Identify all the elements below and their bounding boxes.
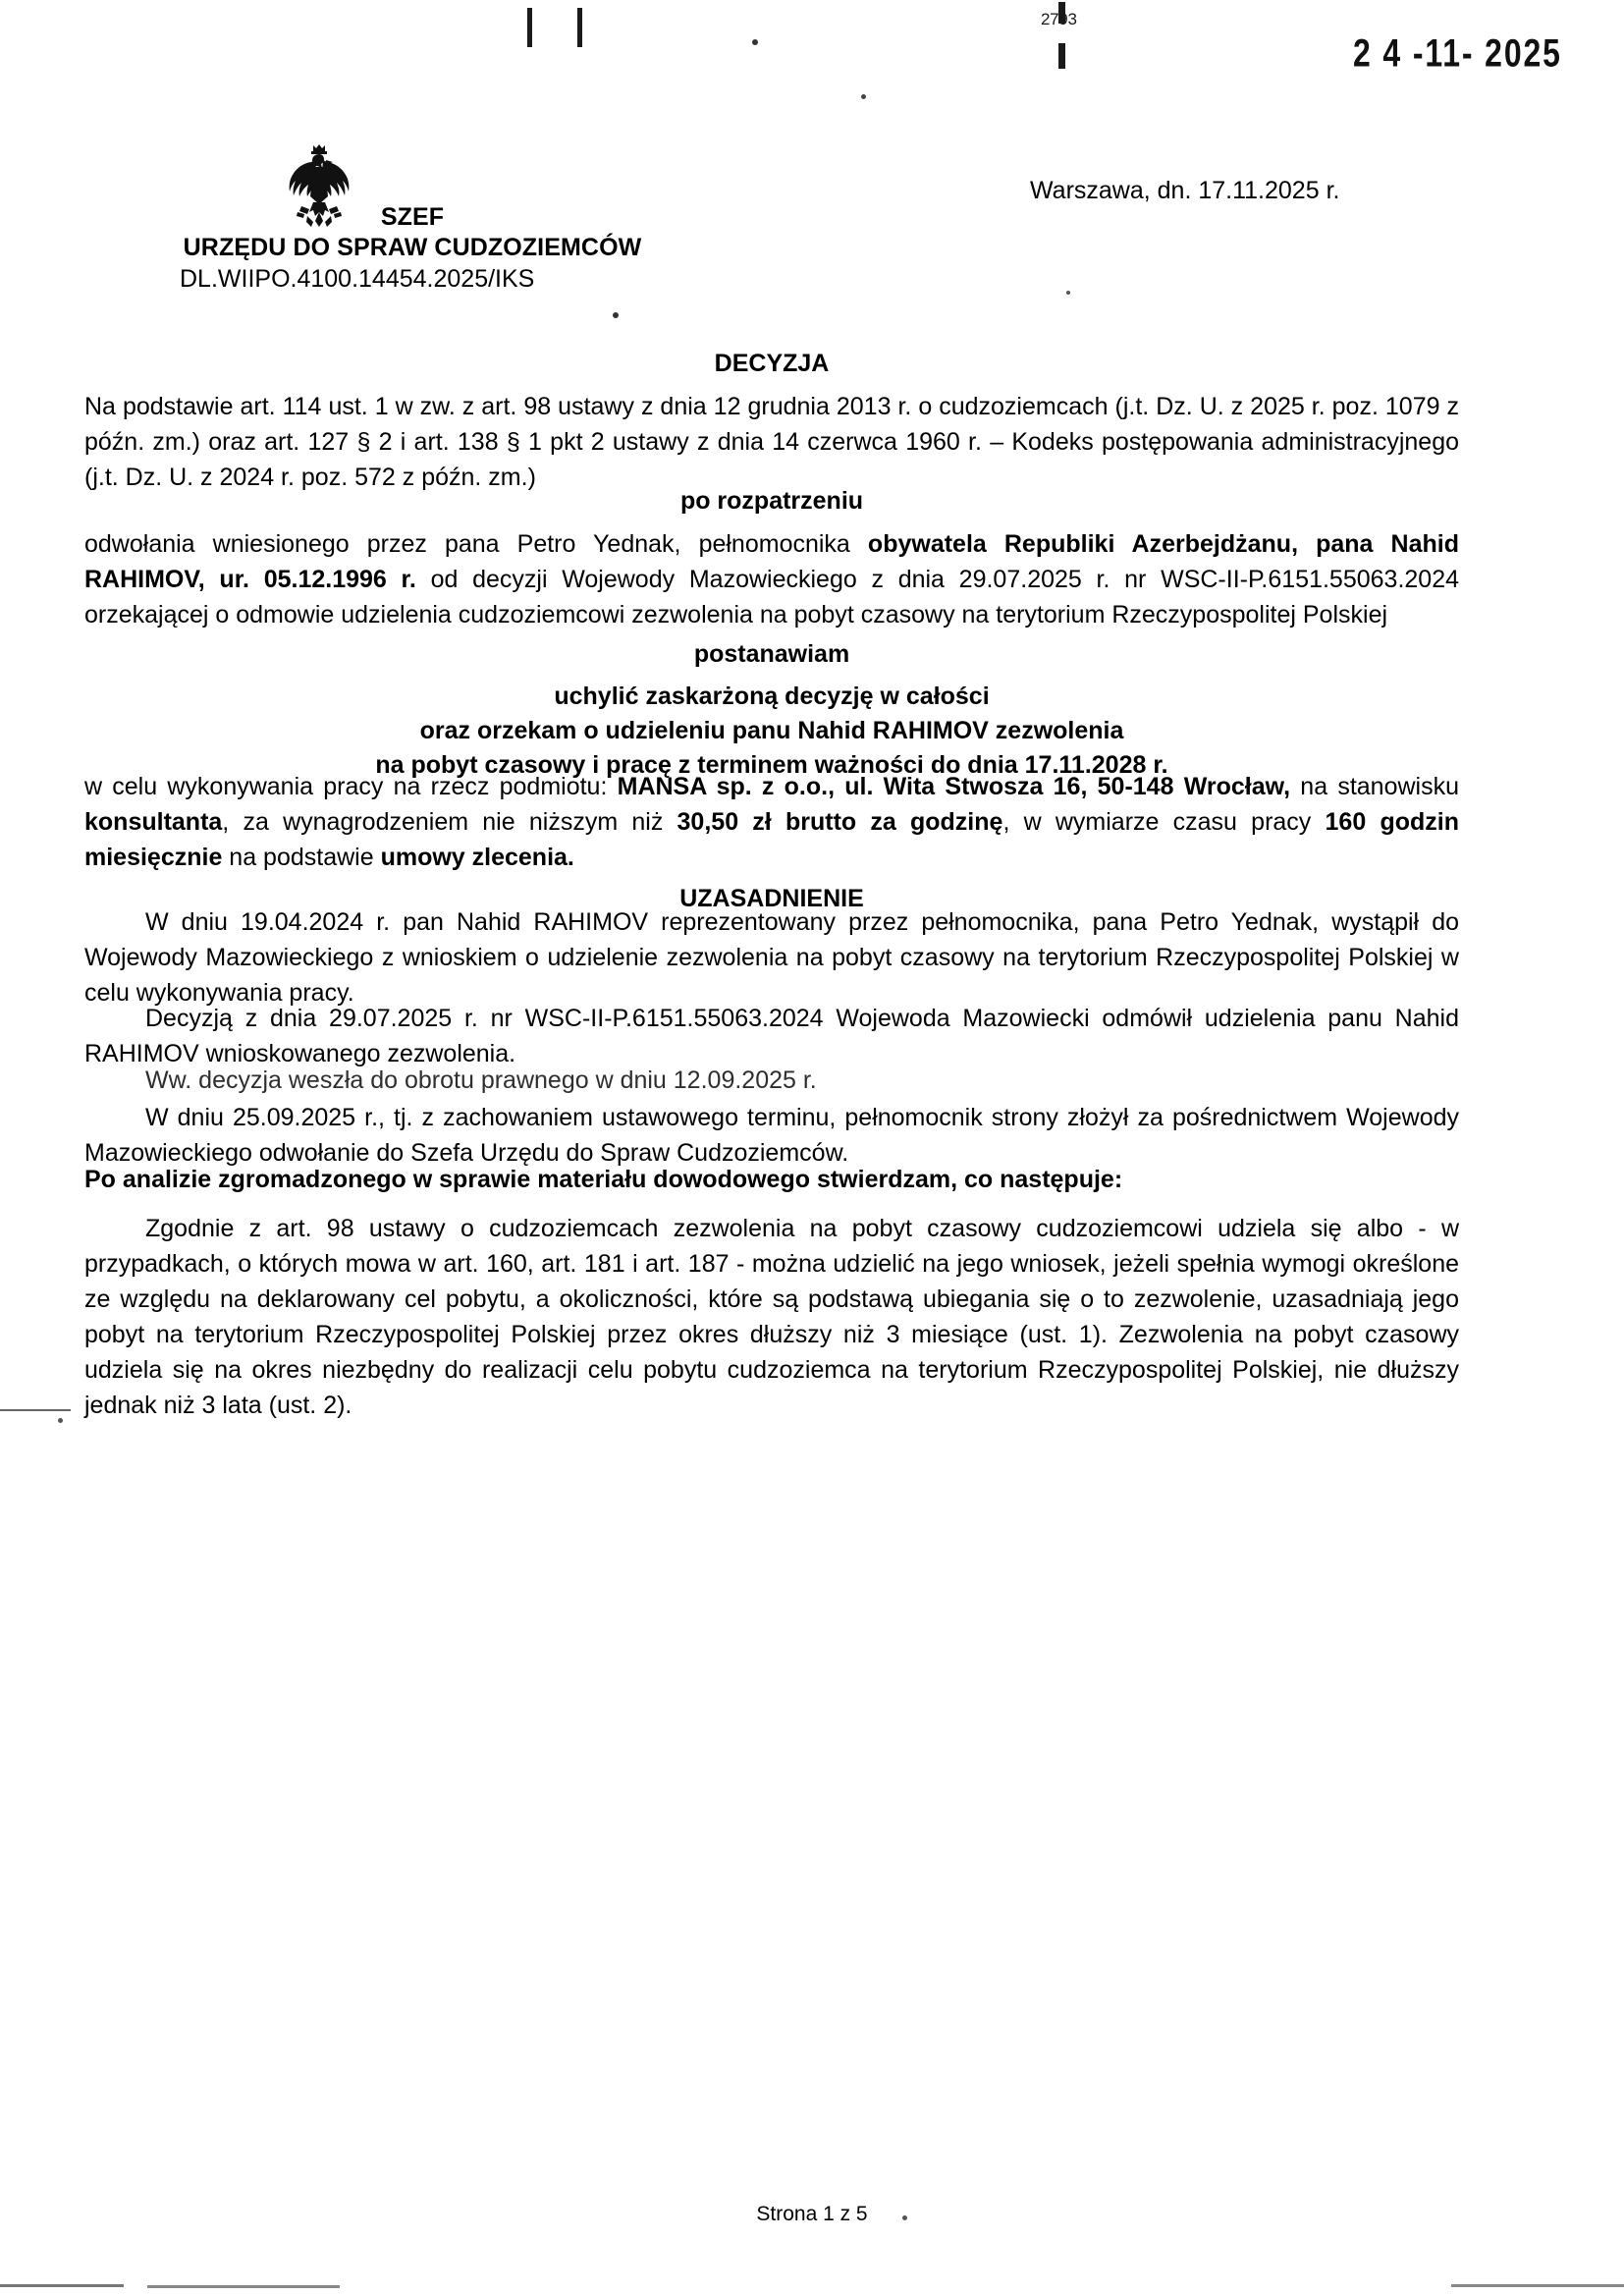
analysis-heading: Po analizie zgromadzonego w sprawie materiału dowodowego stwierdzam, co następuje:: [84, 1166, 1123, 1193]
decision-title: DECYZJA: [714, 350, 830, 377]
work-text-part-3: , za wynagrodzeniem nie niższym niż: [222, 808, 677, 836]
contract-type: umowy zlecenia.: [380, 844, 574, 871]
job-position: konsultanta: [84, 808, 223, 836]
scan-edge-line: [1451, 2284, 1624, 2287]
after-review-heading: po rozpatrzeniu: [679, 487, 864, 515]
scan-speck: [752, 39, 758, 45]
scan-tick-mark-left: [527, 8, 532, 47]
work-text-part-4: , w wymiarze czasu pracy: [1002, 808, 1326, 836]
scan-edge-line: [0, 2284, 124, 2287]
scan-speck: [861, 94, 866, 99]
appeal-paragraph: [84, 526, 1459, 632]
scan-edge-line: [147, 2285, 340, 2288]
issuing-authority-title: [59, 202, 766, 263]
ruling-line-3: na pobyt czasowy i pracę z terminem ważności do dnia 17.11.2028 r.: [375, 751, 1168, 779]
justification-paragraph-2: Decyzją z dnia 29.07.2025 r. nr WSC-II-P.6151.55063.2024 Wojewoda Mazowiecki odmówił udzielenia panu Nahid RAHIMOV wnioskowanego zezwolenia.: [84, 1005, 1459, 1067]
employer-name-and-address: MANSA sp. z o.o., ul. Wita Stwosza 16, 50-148 Wrocław,: [617, 773, 1291, 800]
appeal-text-part-1: odwołania wniesionego przez pana Petro Yednak, pełnomocnika: [84, 530, 868, 558]
register-number: 2793: [1041, 10, 1077, 28]
received-date-stamp: 2 4 -11- 2025: [1353, 31, 1562, 76]
scan-speck: [613, 312, 619, 318]
ruling-line-1: uchylić zaskarżoną decyzję w całości: [554, 683, 990, 710]
scan-edge-line: [0, 1409, 71, 1411]
justification-title: UZASADNIENIE: [679, 885, 864, 912]
employment-conditions-paragraph: [84, 769, 1459, 875]
page-indicator: Strona 1 z 5: [756, 2203, 868, 2225]
justification-paragraph-1: W dniu 19.04.2024 r. pan Nahid RAHIMOV reprezentowany przez pełnomocnika, pana Petro Yednak, wystąpił do Wojewody Mazowieckiego z wnioskiem o udzielenie zezwolenia na pobyt czasowy na terytorium Rzeczypospolitej Polskiej w celu wykonywania pracy.: [84, 908, 1459, 1007]
authority-line-2: URZĘDU DO SPRAW CUDZOZIEMCÓW: [183, 234, 642, 261]
ruling-heading: postanawiam: [693, 640, 850, 668]
ruling-line-2: oraz orzekam o udzieleniu panu Nahid RAHIMOV zezwolenia: [419, 717, 1124, 744]
ruling-block: [84, 680, 1459, 783]
scan-speck: [58, 1418, 63, 1423]
work-text-part-5: na podstawie: [222, 844, 381, 871]
justification-paragraph-4: W dniu 25.09.2025 r., tj. z zachowaniem ustawowego terminu, pełnomocnik strony złożył za pośrednictwem Wojewody Mazowieckiego odwołanie do Szefa Urzędu do Spraw Cudzoziemców.: [84, 1104, 1459, 1167]
register-bar-bottom: [1058, 43, 1065, 69]
minimum-wage: 30,50 zł brutto za godzinę: [677, 808, 1003, 836]
case-reference-number: DL.WIIPO.4100.14454.2025/IKS: [180, 265, 535, 293]
scan-tick-mark-right: [577, 8, 582, 47]
work-text-part-1: w celu wykonywania pracy na rzecz podmiotu:: [84, 773, 618, 800]
work-text-part-2: na stanowisku: [1290, 773, 1459, 800]
justification-paragraph-5: Zgodnie z art. 98 ustawy o cudzoziemcach zezwolenia na pobyt czasowy cudzoziemcowi udziela się albo - w przypadkach, o których mowa w art. 160, art. 181 i art. 187 - można udzielić na jego wniosek, jeżeli spełnia wymogi określone ze względu na deklarowany cel pobytu, a okoliczności, które są podstawą ubiegania się o to zezwolenie, uzasadniają jego pobyt na terytorium Rzeczypospolitej Polskiej przez okres dłuższy niż 3 miesiące (ust. 1). Zezwolenia na pobyt czasowy udziela się na okres niezbędny do realizacji celu pobytu cudzoziemca na terytorium Rzeczypospolitej Polskiej, nie dłuższy jednak niż 3 lata (ust. 2).: [84, 1215, 1459, 1419]
justification-paragraph-3: Ww. decyzja weszła do obrotu prawnego w dniu 12.09.2025 r.: [145, 1066, 817, 1094]
authority-line-1: SZEF: [380, 203, 445, 231]
working-hours: 160 godzin miesięcznie: [84, 808, 1459, 871]
legal-basis-paragraph: Na podstawie art. 114 ust. 1 w zw. z art. 98 ustawy z dnia 12 grudnia 2013 r. o cudzoziemcach (j.t. Dz. U. z 2025 r. poz. 1079 z późn. zm.) oraz art. 127 § 2 i art. 138 § 1 pkt 2 ustawy z dnia 14 czerwca 1960 r. – Kodeks postępowania administracyjnego (j.t. Dz. U. z 2024 r. poz. 572 z późn. zm.): [84, 393, 1459, 491]
place-and-date: Warszawa, dn. 17.11.2025 r.: [1030, 177, 1340, 204]
scan-speck: [1066, 291, 1070, 295]
appeal-text-part-2: od decyzji Wojewody Mazowieckiego z dnia 29.07.2025 r. nr WSC-II-P.6151.55063.2024 orzekającej o odmowie udzielenia cudzoziemcowi zezwolenia na pobyt czasowy na terytorium Rzeczypospolitej Polskiej: [84, 566, 1459, 628]
appeal-text-bold-1: obywatela Republiki Azerbejdżanu, pana Nahid RAHIMOV, ur. 05.12.1996 r.: [84, 530, 1459, 593]
